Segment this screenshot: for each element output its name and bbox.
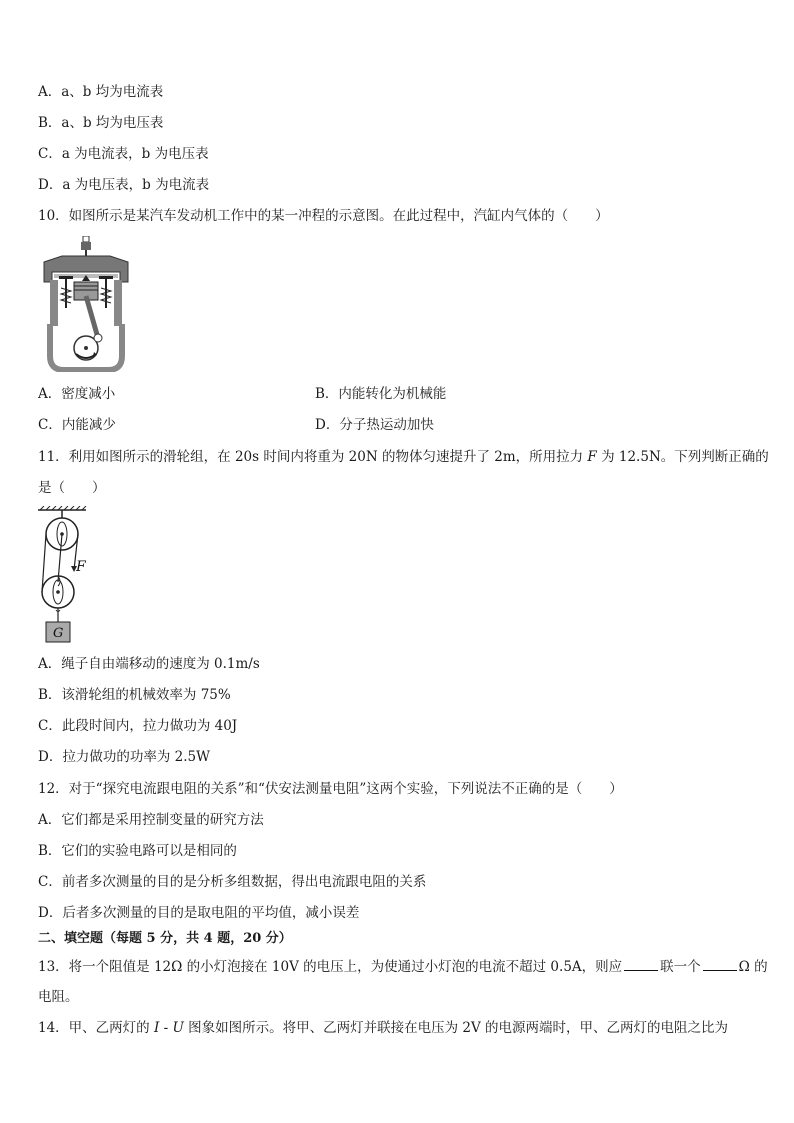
q13-stem-line1: 13．将一个阻值是 12Ω 的小灯泡接在 10V 的电压上，为使通过小灯泡的电流不超过 0.5A，则应 联一个 Ω 的 bbox=[38, 959, 768, 975]
q12-option-a: A．它们都是采用控制变量的研究方法 bbox=[38, 812, 264, 828]
q9-option-d: D．a 为电压表，b 为电流表 bbox=[38, 177, 210, 193]
q12-option-d: D．后者多次测量的目的是取电阻的平均值，减小误差 bbox=[38, 905, 360, 921]
weight-label: G bbox=[53, 626, 64, 641]
q14-stem: 14．甲、乙两灯的 I - U 图象如图所示。将甲、乙两灯并联接在电压为 2V 的电源两端时，甲、乙两灯的电阻之比为 bbox=[38, 1020, 729, 1036]
q13-blank-2[interactable] bbox=[703, 958, 737, 971]
q11-option-d: D．拉力做功的功率为 2.5W bbox=[38, 749, 210, 765]
q12-option-c: C．前者多次测量的目的是分析多组数据，得出电流跟电阻的关系 bbox=[38, 874, 427, 890]
q9-option-b: B．a、b 均为电压表 bbox=[38, 115, 164, 131]
pulley-system-figure bbox=[36, 506, 98, 644]
q9-option-c: C．a 为电流表，b 为电压表 bbox=[38, 146, 209, 162]
q13-stem-line2: 电阻。 bbox=[38, 989, 79, 1005]
q13-blank-1[interactable] bbox=[624, 958, 658, 971]
q10-option-d: D．分子热运动加快 bbox=[315, 417, 434, 433]
section-heading: 二、填空题（每题 5 分，共 4 题，20 分） bbox=[38, 931, 292, 946]
q10-option-c: C．内能减少 bbox=[38, 417, 116, 433]
q11-option-c: C．此段时间内，拉力做功为 40J bbox=[38, 718, 238, 734]
q11-option-b: B．该滑轮组的机械效率为 75% bbox=[38, 687, 231, 703]
q9-option-a: A．a、b 均为电流表 bbox=[38, 84, 164, 100]
q12-option-b: B．它们的实验电路可以是相同的 bbox=[38, 843, 237, 859]
q11-option-a: A．绳子自由端移动的速度为 0.1m/s bbox=[38, 656, 260, 672]
q11-stem-line2: 是（ ） bbox=[38, 480, 106, 496]
q11-stem-line1: 11．利用如图所示的滑轮组，在 20s 时间内将重为 20N 的物体匀速提升了 2m，所用拉力 F 为 12.5N。下列判断正确的 bbox=[38, 449, 769, 465]
q10-option-a: A．密度减小 bbox=[38, 386, 116, 402]
q12-stem: 12．对于“探究电流跟电阻的关系”和“伏安法测量电阻”这两个实验，下列说法不正确的是（ ） bbox=[38, 781, 623, 797]
force-label: F bbox=[76, 559, 86, 575]
q10-stem: 10．如图所示是某汽车发动机工作中的某一冲程的示意图。在此过程中，汽缸内气体的（ ） bbox=[38, 208, 609, 224]
q10-option-b: B．内能转化为机械能 bbox=[315, 386, 447, 402]
engine-stroke-figure bbox=[42, 236, 134, 372]
